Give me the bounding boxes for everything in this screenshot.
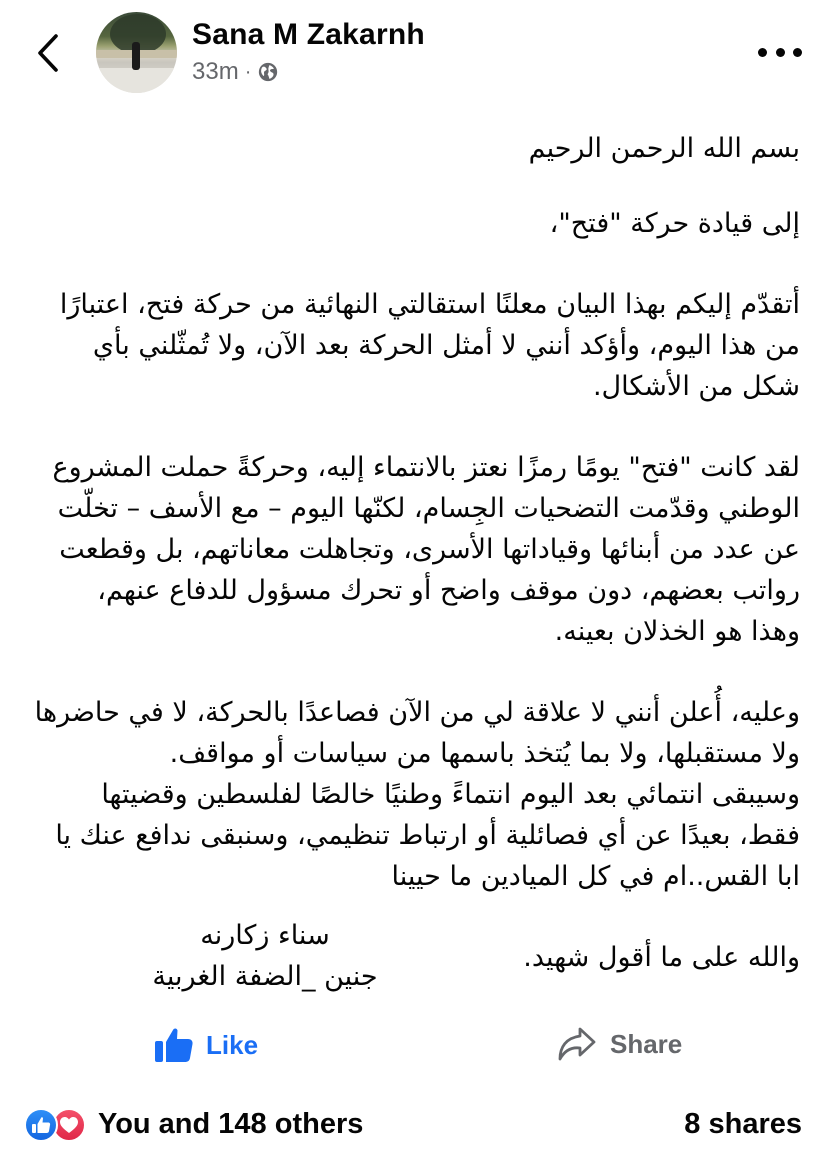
meta-separator: ·	[244, 60, 252, 83]
post-line: من هذا اليوم، وأؤكد أنني لا أمثل الحركة بعد الآن، ولا تُمثّلني بأي	[92, 330, 800, 361]
reactions-count[interactable]: You and 148 others	[98, 1108, 364, 1140]
more-dot-icon	[793, 48, 802, 57]
post-line: إلى قيادة حركة "فتح"،	[549, 208, 800, 239]
post-actions	[0, 1020, 828, 1075]
post-line: أتقدّم إليكم بهذا البيان معلنًا استقالتي النهائية من حركة فتح، اعتبارًا	[59, 289, 800, 320]
post-line: بسم الله الرحمن الرحيم	[528, 133, 800, 164]
post-line: الوطني وقدّمت التضحيات الجِسام، لكنّها اليوم – مع الأسف – تخلّت	[57, 493, 800, 524]
author-avatar[interactable]	[96, 12, 177, 93]
post-line: لقد كانت "فتح" يومًا رمزًا نعتز بالانتماء إليه، وحركةً حملت المشروع	[52, 452, 800, 483]
post-line: رواتب بعضهم، دون موقف واضح أو تحرك مسؤول للدفاع عنهم،	[97, 575, 800, 606]
post-line: وسيبقى انتمائي بعد اليوم انتماءً وطنيًا خالصًا لفلسطين وقضيتها	[101, 779, 800, 810]
signature-location: جنين _الضفة الغربية	[152, 961, 378, 992]
post-line: وعليه، أُعلن أنني لا علاقة لي من الآن فصاعدًا بالحركة، لا في حاضرها	[34, 697, 800, 728]
post-line: والله على ما أقول شهيد.	[523, 942, 800, 973]
share-arrow-icon	[556, 1026, 596, 1062]
shares-count[interactable]: 8 shares	[684, 1108, 802, 1140]
post-line: وهذا هو الخذلان بعينه.	[554, 616, 800, 647]
author-name[interactable]: Sana M Zakarnh	[192, 18, 425, 51]
post-line: عن عدد من أبنائها وقياداتها الأسرى، وتجاهلت معاناتهم، بل وقطعت	[59, 534, 800, 565]
more-dot-icon	[776, 48, 785, 57]
back-button[interactable]	[30, 30, 66, 76]
post-header	[0, 0, 828, 110]
like-button[interactable]	[154, 1026, 258, 1064]
post-line: ابا القس..ام في كل الميادين ما حيينا	[391, 861, 800, 892]
signature-name: سناء زكارنه	[200, 920, 330, 951]
share-button[interactable]	[556, 1026, 682, 1062]
avatar-ground	[96, 68, 177, 93]
globe-icon[interactable]	[257, 61, 279, 83]
post-line: شكل من الأشكال.	[592, 371, 800, 402]
post-meta	[192, 58, 279, 86]
more-options-button[interactable]	[758, 42, 802, 62]
avatar-person	[132, 42, 140, 70]
thumbs-up-icon	[154, 1026, 194, 1064]
share-label: Share	[610, 1028, 683, 1059]
more-dot-icon	[758, 48, 767, 57]
like-reaction-icon	[24, 1108, 58, 1142]
reaction-icons[interactable]	[24, 1108, 86, 1142]
post-time[interactable]: 33m	[192, 58, 239, 85]
post-footer	[0, 1104, 828, 1150]
like-label: Like	[206, 1029, 259, 1060]
chevron-left-icon	[30, 30, 66, 76]
post-line: فقط، بعيدًا عن أي فصائلية أو ارتباط تنظيمي، وسنبقى ندافع عنك يا	[55, 820, 800, 851]
post-signature	[140, 915, 390, 997]
post-body	[20, 128, 800, 978]
post-line: ولا مستقبلها، ولا بما يُتخذ باسمها من سياسات أو مواقف.	[169, 738, 800, 769]
